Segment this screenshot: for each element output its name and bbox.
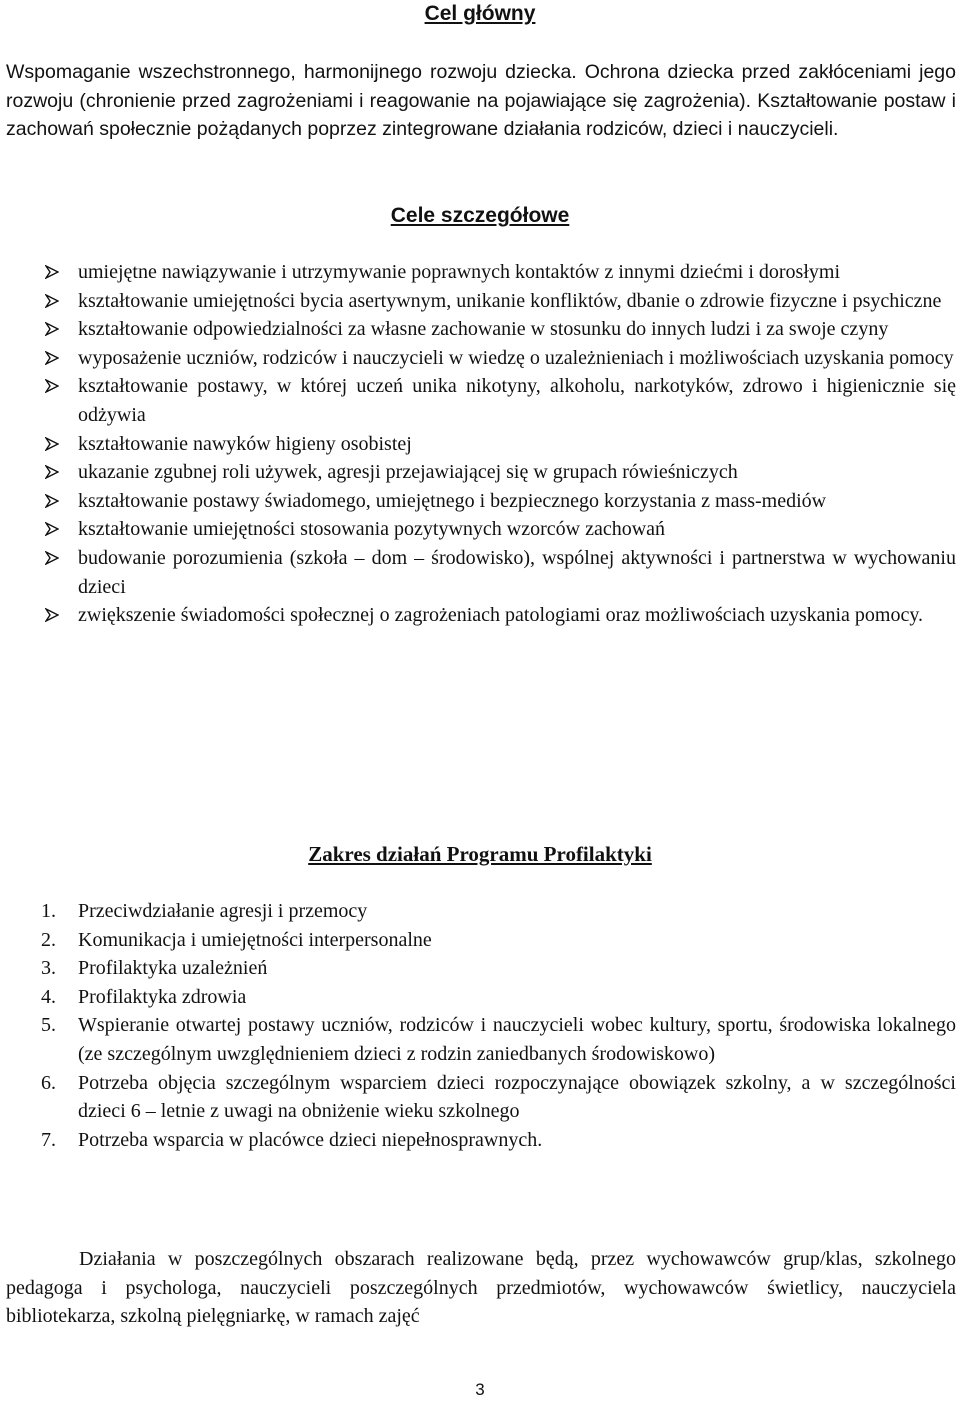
scope-text: Przeciwdziałanie agresji i przemocy (78, 900, 368, 922)
goal-text: zwiększenie świadomości społecznej o zagrożeniach patologiami oraz możliwościach uzyskania pomocy. (78, 604, 924, 627)
scope-item (41, 983, 956, 1012)
scope-text: Wspieranie otwartej postawy uczniów, rodziców i nauczycieli wobec kultury, sportu, środowiska lokalnego (ze szczególnym uwzględnieniem dzieci z rodzin zaniedbanych środowiskowo) (78, 1014, 956, 1065)
scope-number: 1. (41, 900, 56, 922)
goal-text: umiejętne nawiązywanie i utrzymywanie poprawnych kontaktów z innymi dziećmi i dorosłymi (78, 261, 841, 283)
goal-text: kształtowanie postawy świadomego, umiejętnego i bezpiecznego korzystania z mass-mediów (78, 489, 827, 512)
arrow-bullet-icon (45, 294, 59, 308)
scope-number: 2. (41, 928, 56, 951)
scope-list (41, 897, 956, 1154)
goal-item (45, 487, 956, 516)
scope-item (41, 1069, 956, 1126)
goal-text: wyposażenie uczniów, rodziców i nauczycieli w wiedzę o uzależnieniach i możliwościach uzyskania pomocy (78, 346, 954, 369)
scope-text: Profilaktyka uzależnień (78, 957, 268, 980)
arrow-bullet-icon (45, 522, 59, 536)
goal-text: kształtowanie postawy, w której uczeń unika nikotyny, alkoholu, narkotyków, zdrowo i higienicznie się odżywia (78, 375, 956, 426)
arrow-bullet-icon (45, 608, 59, 622)
goal-text: kształtowanie nawyków higieny osobistej (78, 432, 412, 455)
scope-text: Profilaktyka zdrowia (78, 985, 247, 1008)
scope-number: 7. (41, 1128, 56, 1151)
goal-item (45, 287, 956, 316)
arrow-bullet-icon (45, 322, 59, 336)
scope-number: 4. (41, 985, 56, 1008)
scope-item (41, 1011, 956, 1068)
goal-item (45, 601, 956, 630)
goal-text: budowanie porozumienia (szkoła – dom – środowisko), wspólnej aktywności i partnerstwa w wychowaniu dzieci (78, 546, 956, 598)
page-number: 3 (475, 1380, 485, 1399)
scope-number: 3. (41, 957, 56, 980)
arrow-bullet-icon (45, 465, 59, 479)
closing-paragraph: Działania w poszczególnych obszarach realizowane będą, przez wychowawców grup/klas, szkolnego pedagoga i psychologa, nauczycieli poszczególnych przedmiotów, wychowawców świetlicy, nauczyciela bibliotekarza, szkolną pielęgniarkę, w ramach zajęć (6, 1248, 956, 1328)
goal-item (45, 372, 956, 429)
goals-list (45, 258, 956, 630)
scope-item (41, 926, 956, 955)
goal-text: kształtowanie odpowiedzialności za własne zachowanie w stosunku do innych ludzi i za swoje czyny (78, 318, 889, 341)
scope-text: Komunikacja i umiejętności interpersonalne (78, 928, 432, 951)
scope-text: Potrzeba objęcia szczególnym wsparciem dzieci rozpoczynające obowiązek szkolny, a w szczególności dzieci 6 – letnie z uwagi na obniżenie wieku szkolnego (78, 1071, 956, 1123)
goal-item (45, 430, 956, 459)
arrow-bullet-icon (45, 351, 59, 365)
arrow-bullet-icon (45, 437, 59, 451)
scope-text: Potrzeba wsparcia w placówce dzieci niepełnosprawnych. (78, 1128, 543, 1151)
goal-item (45, 515, 956, 544)
main-heading: Cel główny (424, 2, 536, 25)
intro-paragraph: Wspomaganie wszechstronnego, harmonijnego rozwoju dziecka. Ochrona dziecka przed zakłóceniami jego rozwoju (chronienie przed zagrożeniami i reagowanie na pojawiające się zagrożenia). Kształtowanie postaw i zachowań społecznie pożądanych poprzez zintegrowane działania rodziców, dzieci i nauczycieli. (6, 61, 956, 141)
arrow-bullet-icon (45, 265, 59, 279)
goal-item (45, 258, 956, 287)
arrow-bullet-icon (45, 494, 59, 508)
arrow-bullet-icon (45, 379, 59, 393)
arrow-bullet-icon (45, 551, 59, 565)
goal-item (45, 458, 956, 487)
scope-heading: Zakres działań Programu Profilaktyki (308, 842, 652, 866)
scope-number: 6. (41, 1071, 56, 1094)
goal-text: kształtowanie umiejętności bycia asertywnym, unikanie konfliktów, dbanie o zdrowie fizyczne i psychiczne (78, 289, 942, 312)
goal-item (45, 315, 956, 344)
goal-item (45, 544, 956, 601)
goal-item (45, 344, 956, 373)
scope-item (41, 954, 956, 983)
goal-text: kształtowanie umiejętności stosowania pozytywnych wzorców zachowań (78, 518, 666, 541)
scope-item (41, 897, 956, 926)
goal-text: ukazanie zgubnej roli używek, agresji przejawiającej się w grupach rówieśniczych (78, 461, 738, 484)
scope-number: 5. (41, 1014, 56, 1037)
goals-heading: Cele szczegółowe (390, 204, 570, 227)
scope-item (41, 1126, 956, 1155)
